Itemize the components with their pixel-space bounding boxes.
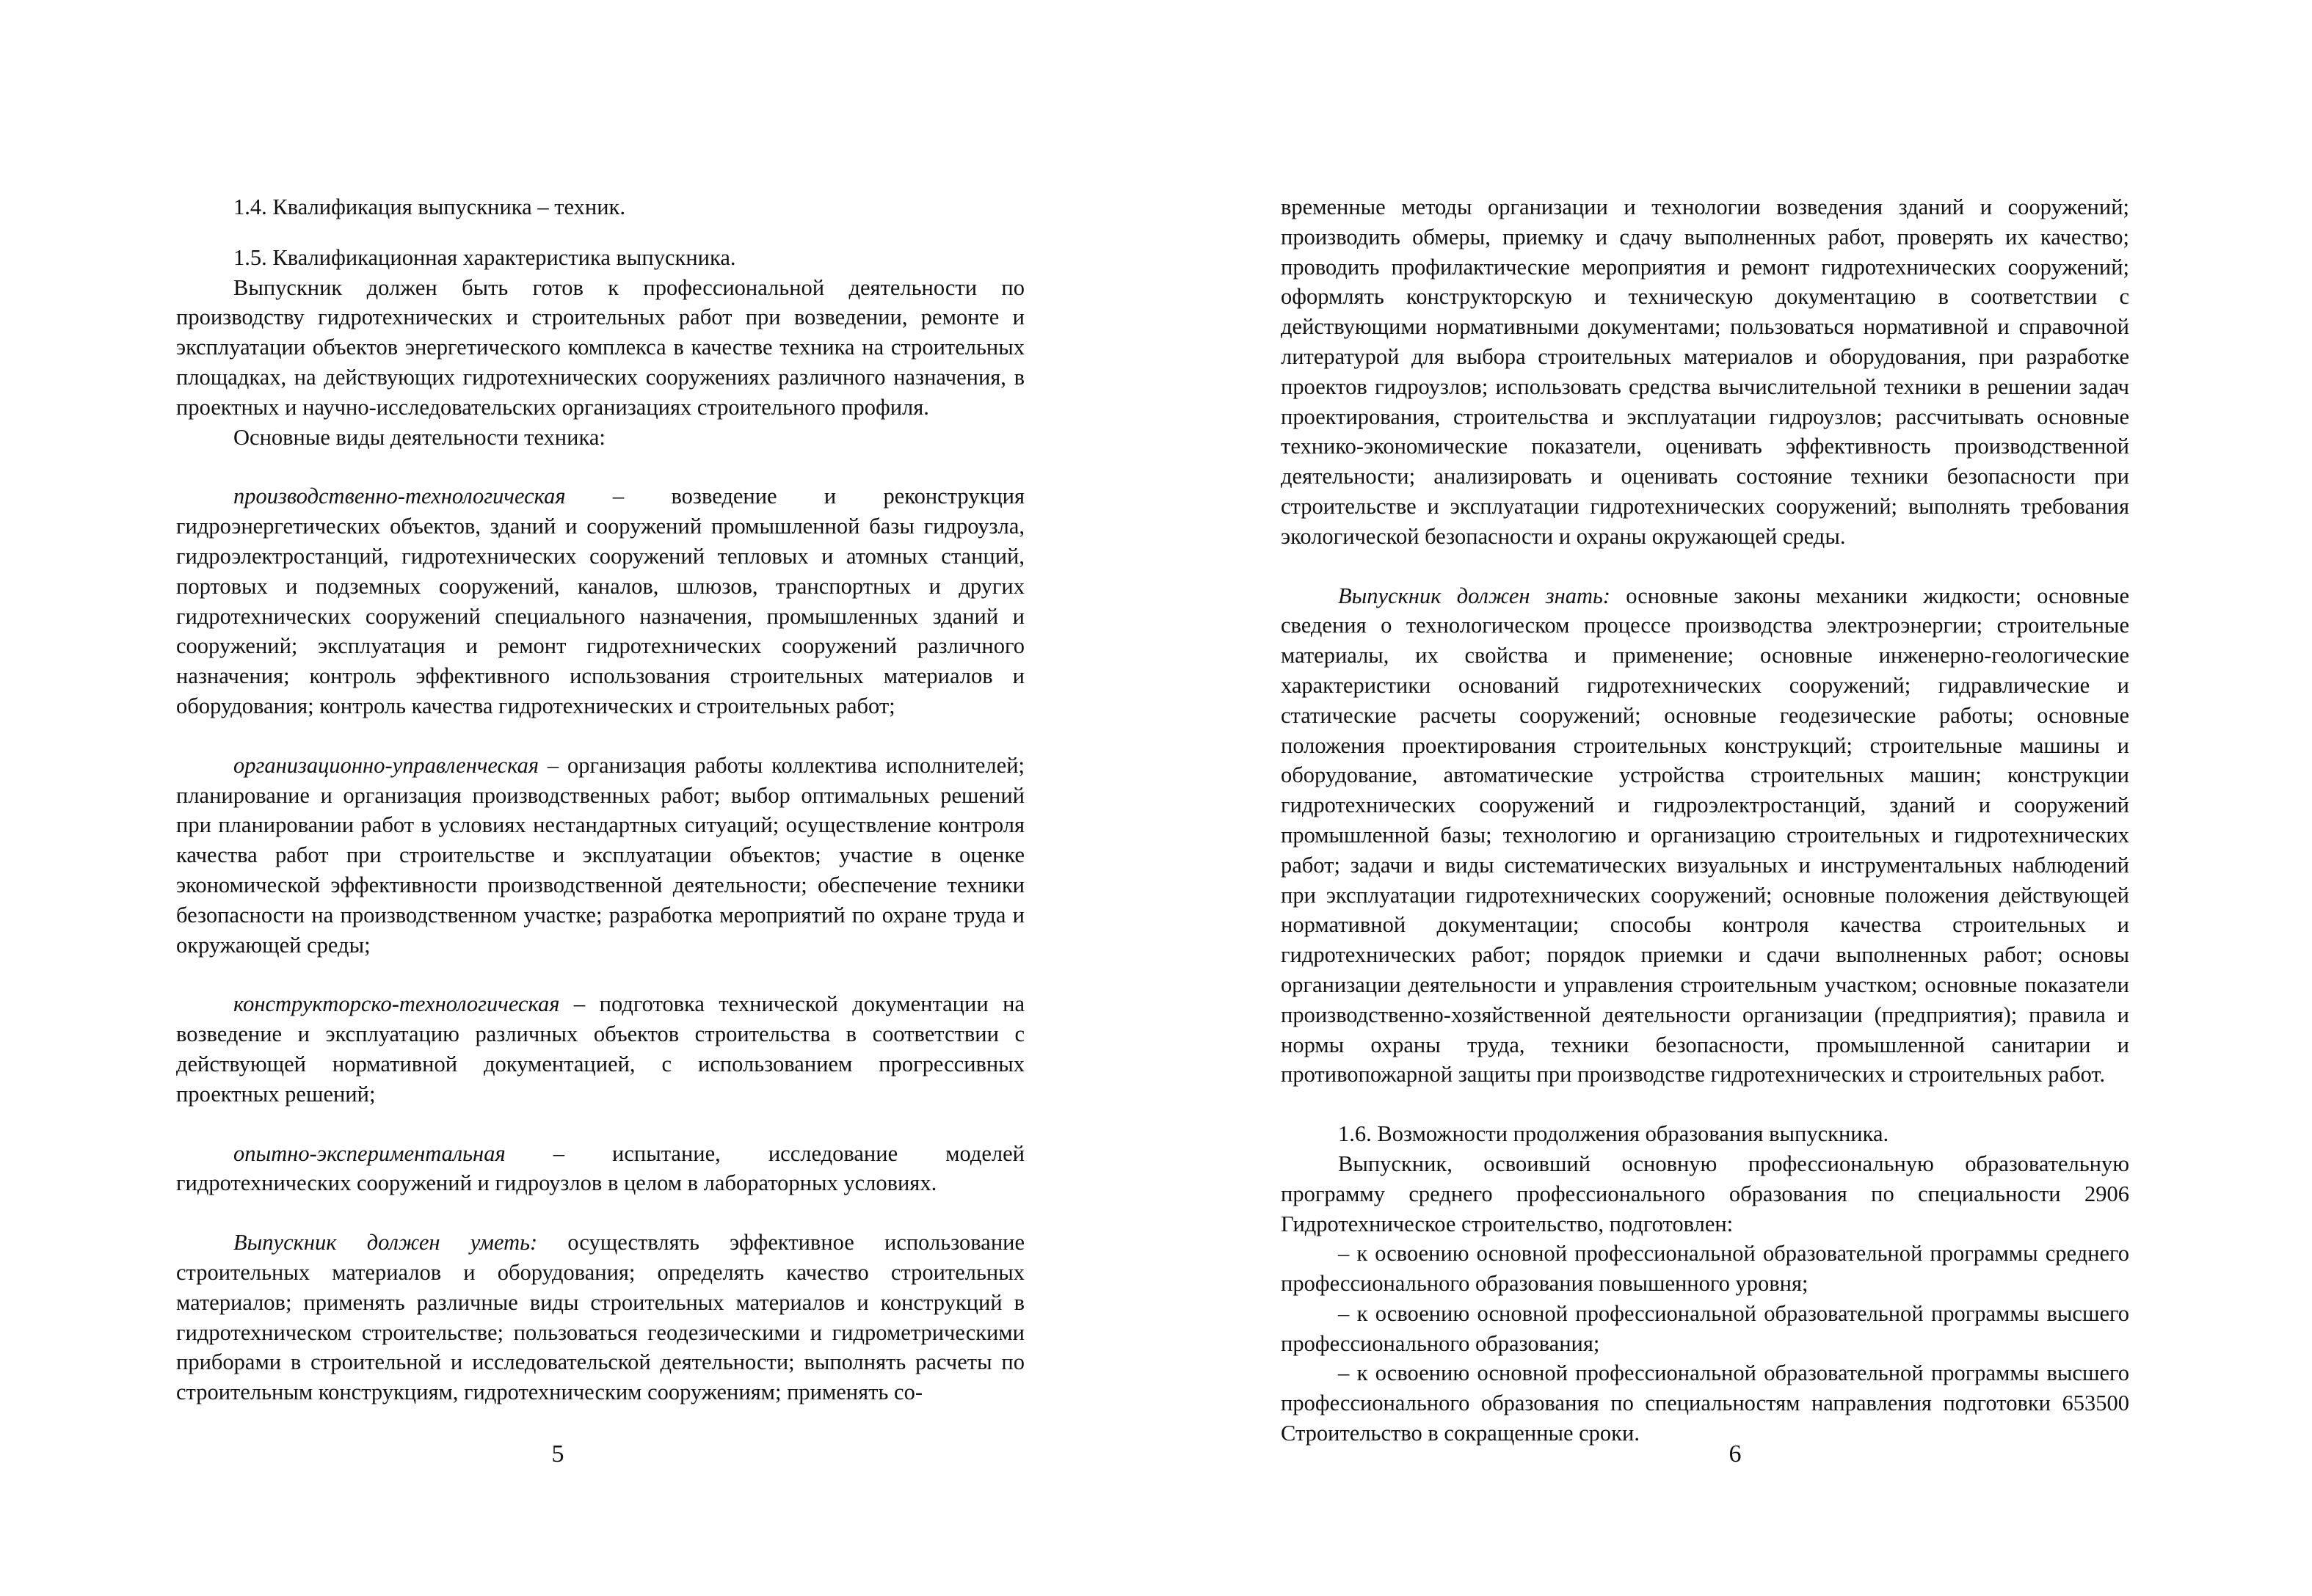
list-item-shortened-terms: – к освоению основной профессиональной образовательной программы высшего профессионального образования по специальностям направления подготовки 653500 Строительство в сокращенные сроки. <box>1281 1360 2129 1446</box>
activity-kinds-heading: Основные виды деятельности техника: <box>233 424 606 450</box>
list-item-higher-education: – к освоению основной профессиональной образовательной программы высшего профессионального образования; <box>1281 1300 2129 1356</box>
activity-experimental-paragraph <box>176 1139 1025 1199</box>
section-1-4-heading: 1.4. Квалификация выпускника – техник. <box>233 194 626 219</box>
activity-management-term: организационно-управленческая <box>233 752 539 778</box>
further-education-paragraph: Выпускник, освоивший основную профессиональную образовательную программу среднего профессионального образования по специальности 2906 Гидротехническое строительство, подготовлен: <box>1281 1151 2129 1236</box>
knowledge-term: Выпускник должен знать: <box>1338 583 1611 608</box>
page-number-right: 6 <box>1728 1440 1742 1468</box>
knowledge-text: основные законы механики жидкости; основные сведения о технологическом процессе производства электроэнергии; строительные материалы, их свойства и применение; основные инженерно-геологические характеристики оснований гидротехнических сооружений; гидравлические и статические расчеты сооружений; основные геодезические работы; основные положения проектирования строительных конструкций; строительные машины и оборудование, автоматические устройства строительных машин; конструкции гидротехнических сооружений и гидроэлектростанций, зданий и сооружений промышленной базы; технологию и организацию строительных и гидротехнических работ; задачи и виды систематических визуальных и инструментальных наблюдений при эксплуатации гидротехнических сооружений; основные положения действующей нормативной документации; способы контроля качества строительных и гидротехнических работ; порядок приемки и сдачи выполненных работ; основы организации деятельности и управления строительным участком; основные показатели производственно-хозяйственной деятельности организации (предприятия); правила и нормы охраны труда, техники безопасности, промышленной санитарии и противопожарной защиты при производстве гидротехнических и строительных работ. <box>1281 583 2130 1087</box>
activity-design-term: конструкторско-технологическая <box>233 991 560 1017</box>
activity-management-text: – организация работы коллектива исполнителей; планирование и организация производственных работ; выбор оптимальных решений при планировании работ в условиях нестандартных ситуаций; осуществление контроля качества работ при строительстве и эксплуатации объектов; участие в оценке экономической эффективности производственной деятельности; обеспечение техники безопасности на производственном участке; разработка мероприятий по охране труда и окружающей среды; <box>176 752 1025 958</box>
skills-text: осуществлять эффективное использование строительных материалов и оборудования; определять качество строительных материалов; применять различные виды строительных материалов и конструкций в гидротехническом строительстве; пользоваться геодезическими и гидрометрическими приборами в строительной и исследовательской деятельности; выполнять расчеты по строительным конструкциям, гидротехническим сооружениям; применять со- <box>176 1230 1025 1405</box>
page-number-left: 5 <box>551 1440 564 1468</box>
graduate-intro-paragraph: Выпускник должен быть готов к профессиональной деятельности по производству гидротехнических и строительных работ при возведении, ремонте и эксплуатации объектов энергетического комплекса в качестве техника на строительных площадках, на действующих гидротехнических сооружениях различного назначения, в проектных и научно-исследовательских организациях строительного профиля. <box>176 274 1025 420</box>
activity-experimental-text: – испытание, исследование моделей гидротехнических сооружений и гидроузлов в целом в лабораторных условиях. <box>176 1140 1025 1196</box>
section-1-5-heading: 1.5. Квалификационная характеристика выпускника. <box>233 244 736 270</box>
right-column <box>1281 192 2129 1449</box>
activity-design-text: – подготовка технической документации на возведение и эксплуатацию различных объектов строительства в соответствии с действующей нормативной документацией, с использованием прогрессивных проектных решений; <box>176 991 1025 1107</box>
skills-term: Выпускник должен уметь: <box>233 1230 538 1256</box>
activity-design-paragraph <box>176 989 1025 1109</box>
left-column <box>176 192 1025 1407</box>
skills-continuation-paragraph: временные методы организации и технологии возведения зданий и сооружений; производить обмеры, приемку и сдачу выполненных работ, проверять их качество; проводить профилактические мероприятия и ремонт гидротехнических сооружений; оформлять конструкторскую и техническую документацию в соответствии с действующими нормативными документами; пользоваться нормативной и справочной литературой для выбора строительных материалов и оборудования, при разработке проектов гидроузлов; использовать средства вычислительной техники в решении задач проектирования, строительства и эксплуатации гидроузлов; рассчитывать основные технико-экономические показатели, оценивать эффективность производственной деятельности; анализировать и оценивать состояние техники безопасности при строительстве и эксплуатации гидротехнических сооружений; выполнять требования экологической безопасности и охраны окружающей среды. <box>1281 194 2129 549</box>
activity-production-text: – возведение и реконструкция гидроэнергетических объектов, зданий и сооружений промышленной базы гидроузла, гидроэлектростанций, гидротехнических сооружений тепловых и атомных станций, портовых и подземных сооружений, каналов, шлюзов, транспортных и других гидротехнических сооружений специального назначения, промышленных зданий и сооружений; эксплуатация и ремонт гидротехнических сооружений различного назначения; контроль эффективного использования строительных материалов и оборудования; контроль качества гидротехнических и строительных работ; <box>176 484 1025 718</box>
skills-paragraph <box>176 1228 1025 1407</box>
section-1-6-heading: 1.6. Возможности продолжения образования выпускника. <box>1338 1121 1889 1147</box>
page-right <box>1156 0 2312 1596</box>
activity-production-paragraph <box>176 481 1025 721</box>
activity-management-paragraph <box>176 751 1025 961</box>
knowledge-paragraph <box>1281 581 2129 1090</box>
list-item-secondary-advanced: – к освоению основной профессиональной образовательной программы среднего профессионального образования повышенного уровня; <box>1281 1241 2129 1297</box>
activity-experimental-term: опытно-экспериментальная <box>233 1140 506 1166</box>
activity-production-term: производственно-технологическая <box>233 484 566 509</box>
